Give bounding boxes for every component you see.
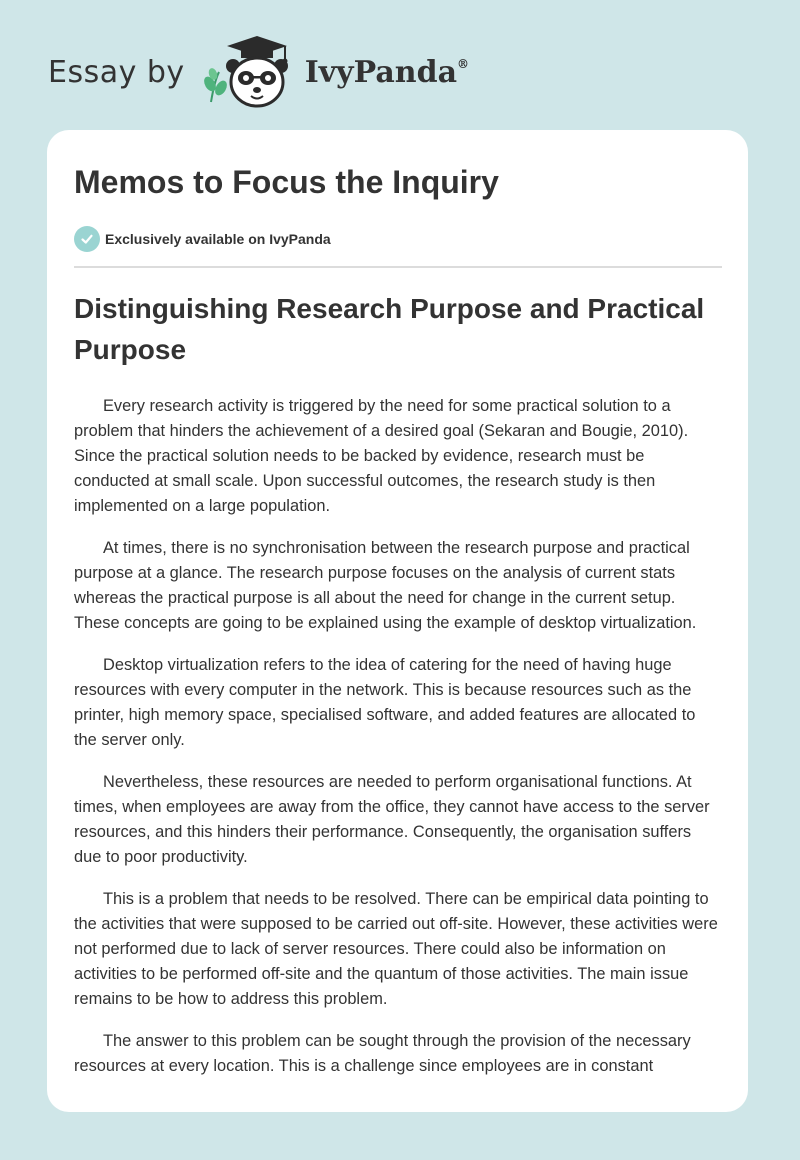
article-body [74, 394, 722, 1079]
exclusive-badge [74, 222, 722, 256]
registered-mark: ® [457, 56, 470, 71]
checkmark-icon [74, 226, 100, 252]
panda-logo-icon[interactable] [199, 32, 299, 112]
section-heading: Distinguishing Research Purpose and Practical Purpose [74, 293, 705, 365]
divider [74, 266, 722, 268]
brand-name [305, 55, 469, 90]
brand-text: IvyPanda [304, 54, 458, 90]
paragraph: Every research activity is triggered by the need for some practical solution to a problem that hinders the achievement of a desired goal (Sekaran and Bougie, 2010). Since the practical solution needs to be backed by evidence, research must be conducted at small scale. Upon successful outcomes, the research study is then implemented on a large population. [74, 397, 689, 515]
exclusive-label: Exclusively available on IvyPanda [105, 231, 331, 247]
paragraph: Desktop virtualization refers to the idea of catering for the need of having huge resources with every computer in the network. This is because resources such as the printer, high memory space, specialised software, and added features are allocated to the server only. [74, 656, 696, 749]
site-header [48, 32, 469, 112]
paragraph: At times, there is no synchronisation between the research purpose and practical purpose at a glance. The research purpose focuses on the analysis of current stats whereas the practical purpose is all about the need for change in the current setup. These concepts are going to be explained using the example of desktop virtualization. [74, 539, 697, 632]
paragraph: Nevertheless, these resources are needed to perform organisational functions. At times, when employees are away from the office, they cannot have access to the server resources, and this hinders their performance. Consequently, the organisation suffers due to poor productivity. [74, 773, 710, 866]
paragraph: This is a problem that needs to be resolved. There can be empirical data pointing to the activities that were supposed to be carried out off-site. However, these activities were not performed due to lack of server resources. There could also be information on activities to be performed off-site and the quantum of those activities. The main issue remains to be how to address this problem. [74, 890, 718, 1008]
essay-card [47, 130, 748, 1112]
page-title: Memos to Focus the Inquiry [74, 164, 499, 200]
paragraph: The answer to this problem can be sought through the provision of the necessary resources at every location. This is a challenge since employees are in constant [74, 1032, 691, 1075]
essay-by-label: Essay by [48, 54, 185, 90]
